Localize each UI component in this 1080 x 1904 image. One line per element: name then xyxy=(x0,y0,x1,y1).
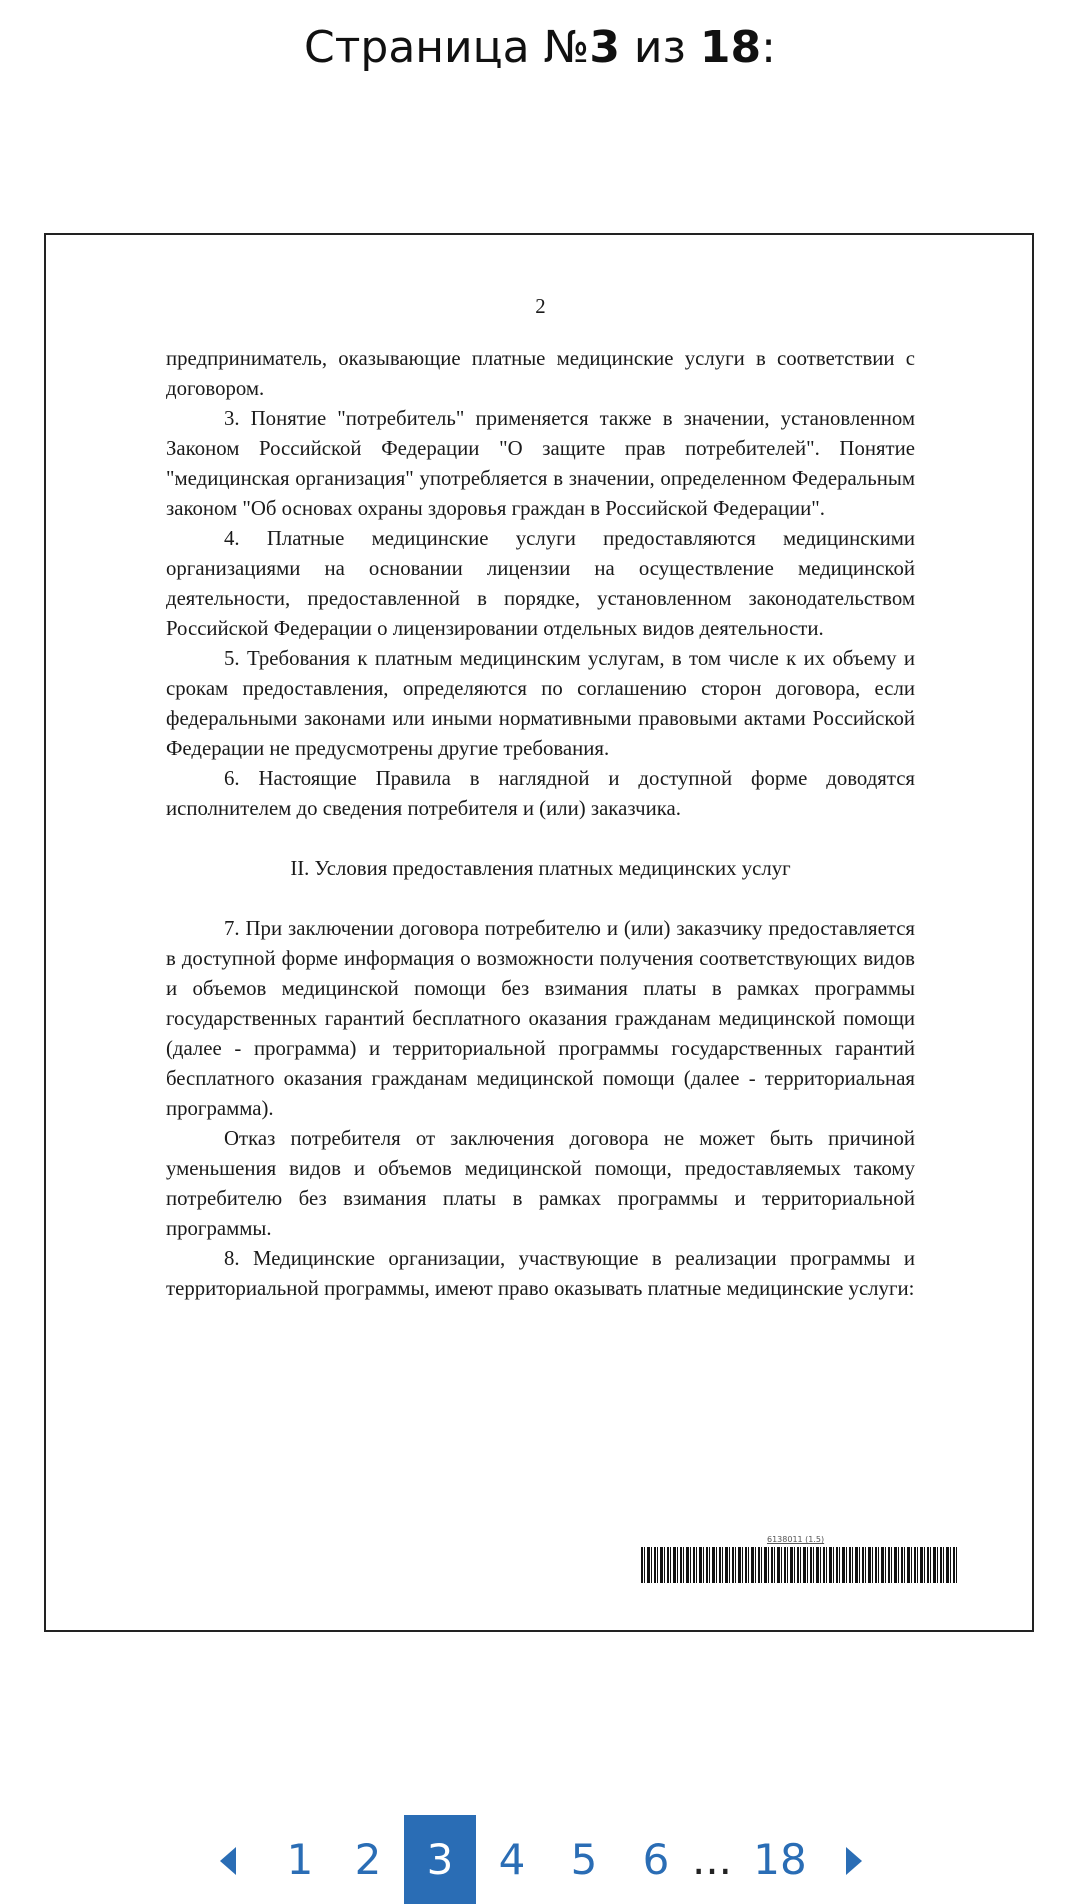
page-link-6[interactable]: 6 xyxy=(642,1835,670,1884)
page-link-4[interactable]: 4 xyxy=(498,1835,526,1884)
paragraph: 6. Настоящие Правила в наглядной и доступной форме доводятся исполнителем до сведения потребителя и (или) заказчика. xyxy=(166,767,915,820)
document-text xyxy=(166,292,915,1304)
barcode xyxy=(641,1535,959,1601)
paragraph: Отказ потребителя от заключения договора не может быть причиной уменьшения видов и объемов медицинской помощи, предоставляемых такому потребителю без взимания платы в рамках программы и территориальной программы. xyxy=(166,1127,915,1240)
page-indicator xyxy=(0,22,1080,73)
next-page-arrow-icon[interactable] xyxy=(846,1847,862,1875)
page-link-5[interactable]: 5 xyxy=(570,1835,598,1884)
pagination-ellipsis: ... xyxy=(691,1835,733,1884)
pagination xyxy=(0,1815,1080,1904)
paragraph: 7. При заключении договора потребителю и (или) заказчику предоставляется в доступной форме информация о возможности получения соответствующих видов и объемов медицинской помощи без взимания платы в рамках программы государственных гарантий бесплатного оказания гражданам медицинской помощи (далее - программа) и территориальной программы государственных гарантий бесплатного оказания гражданам медицинской помощи (далее - территориальная программа). xyxy=(166,917,915,1120)
current-page-number: 3 xyxy=(589,22,620,73)
page-link-1[interactable]: 1 xyxy=(286,1835,314,1884)
total-pages-number: 18 xyxy=(699,22,762,73)
paragraph: 8. Медицинские организации, участвующие в реализации программы и территориальной программы, имеют право оказывать платные медицинские услуги: xyxy=(166,1247,915,1300)
document-page-scan xyxy=(44,233,1034,1632)
paragraph: 3. Понятие "потребитель" применяется также в значении, установленном Законом Российской Федерации "О защите прав потребителей". Понятие "медицинская организация" употребляется в значении, определенном Федеральным законом "Об основах охраны здоровья граждан в Российской Федерации". xyxy=(166,407,915,520)
prev-page-arrow-icon[interactable] xyxy=(220,1847,236,1875)
page-link-last[interactable]: 18 xyxy=(753,1835,807,1884)
page-indicator-suffix: : xyxy=(761,22,776,73)
barcode-code: 6138011 (1.5) xyxy=(767,1535,825,1544)
section-title: II. Условия предоставления платных медицинских услуг xyxy=(290,857,791,880)
paragraph: 4. Платные медицинские услуги предоставляются медицинскими организациями на основании лицензии на осуществление медицинской деятельности, предоставленной в порядке, установленном законодательством Российской Федерации о лицензировании отдельных видов деятельности. xyxy=(166,527,915,640)
page-indicator-prefix: Страница № xyxy=(304,22,590,73)
page-link-2[interactable]: 2 xyxy=(354,1835,382,1884)
paragraph: 5. Требования к платным медицинским услугам, в том числе к их объему и срокам предоставления, определяются по соглашению сторон договора, если федеральными законами или иными нормативными правовыми актами Российской Федерации не предусмотрены другие требования. xyxy=(166,647,915,760)
page-link-3-current[interactable]: 3 xyxy=(404,1815,476,1904)
paragraph: предприниматель, оказывающие платные медицинские услуги в соответствии с договором. xyxy=(166,347,915,400)
page-indicator-middle: из xyxy=(619,22,700,73)
barcode-bars xyxy=(641,1547,959,1583)
document-page-number: 2 xyxy=(535,295,546,318)
